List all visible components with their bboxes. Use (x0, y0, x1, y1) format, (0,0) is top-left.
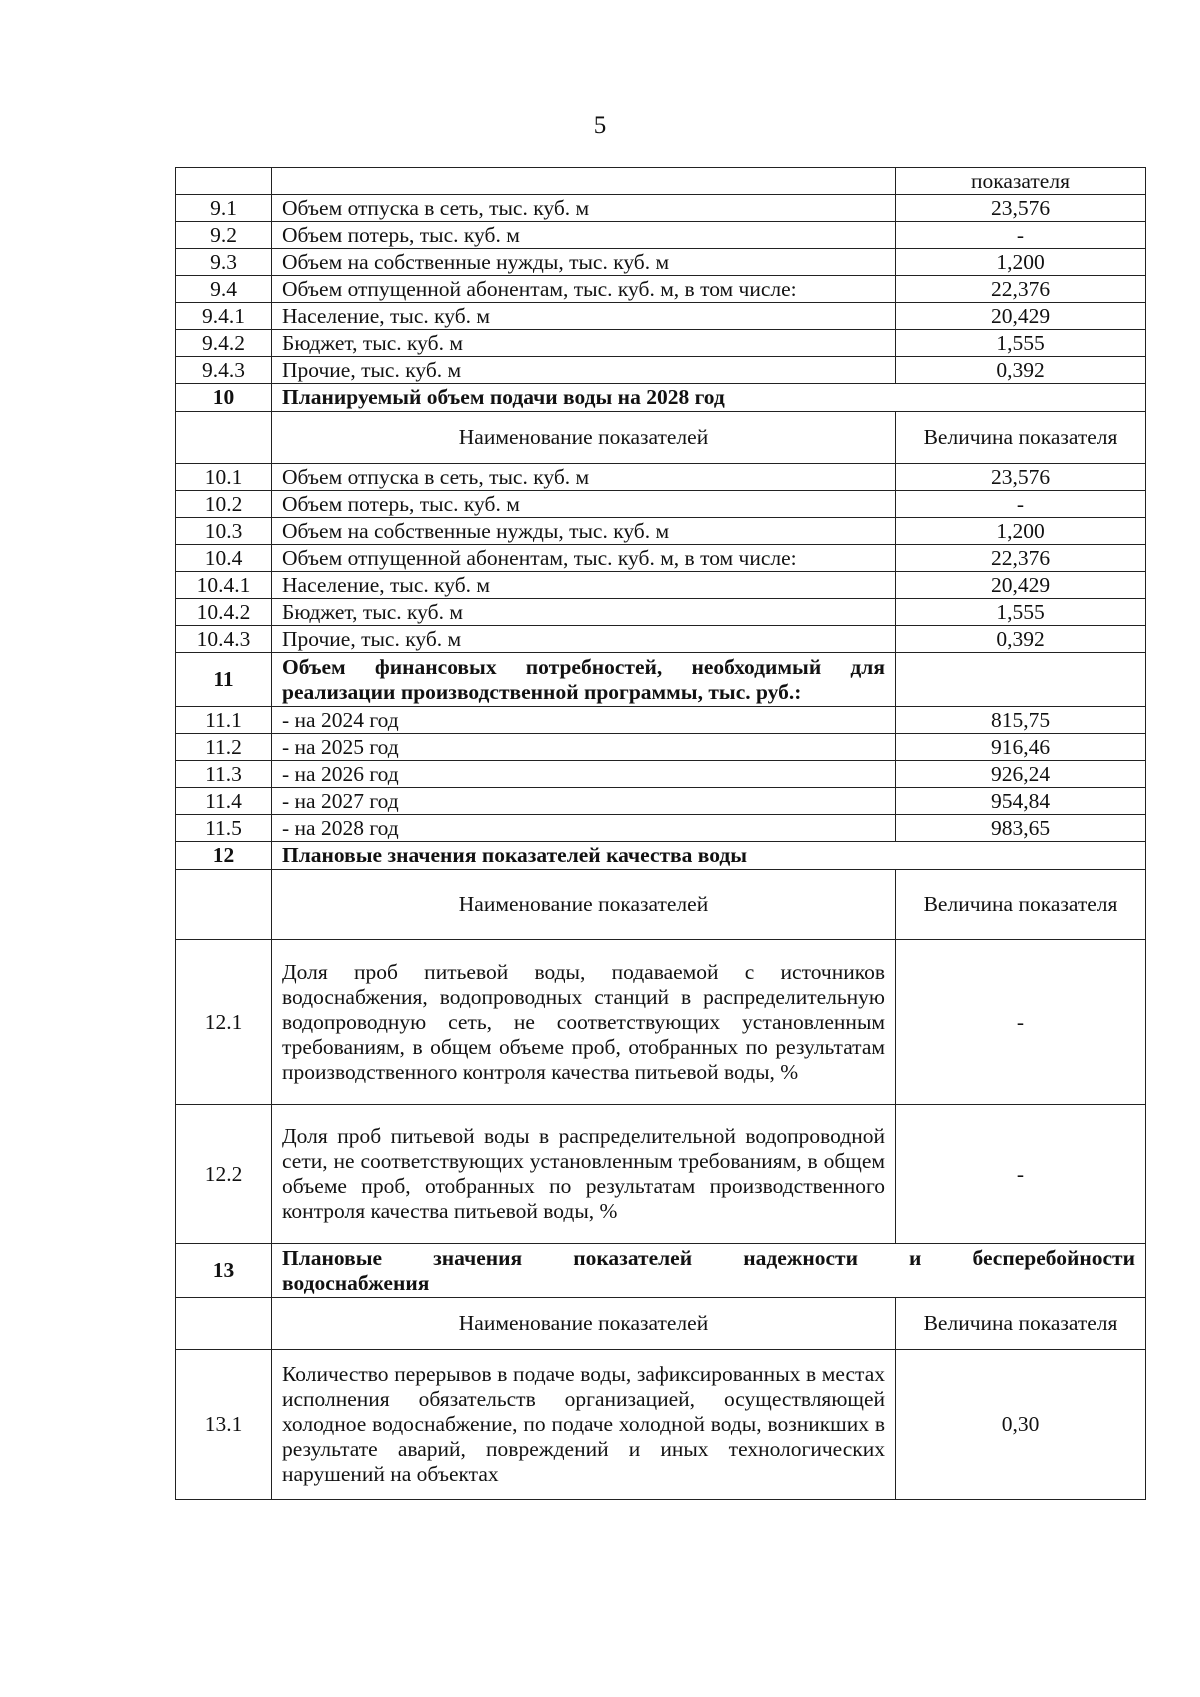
row-name: Количество перерывов в подаче воды, зафиксированных в местах исполнения обязательств организацией, осуществляющей холодное водоснабжение, по подаче холодной воды, возникших в результате аварий, повреждений и иных технологических нарушений на объектах (272, 1350, 896, 1500)
row-number: 9.4 (176, 276, 272, 303)
row-value: 22,376 (896, 276, 1146, 303)
row-value: - (896, 1105, 1146, 1244)
section-number: 12 (176, 842, 272, 870)
row-number: 10.3 (176, 518, 272, 545)
row-number: 12.1 (176, 940, 272, 1105)
row-name: - на 2026 год (272, 761, 896, 788)
section-title: Плановые значения показателей качества воды (272, 842, 1146, 870)
table-row (176, 249, 1146, 276)
table-row (176, 491, 1146, 518)
row-value: 23,576 (896, 195, 1146, 222)
row-value: 1,555 (896, 599, 1146, 626)
table-row (176, 707, 1146, 734)
table-row (176, 222, 1146, 249)
header-name: Наименование показателей (272, 412, 896, 464)
section-title-line: реализации производственной программы, тыс. руб.: (282, 679, 802, 704)
section-title-line: Плановые значения показателей надежности и бесперебойности (282, 1245, 1135, 1270)
row-value: 815,75 (896, 707, 1146, 734)
section-title (272, 1244, 1146, 1298)
row-value: 20,429 (896, 303, 1146, 330)
row-number: 11.2 (176, 734, 272, 761)
row-number: 9.1 (176, 195, 272, 222)
row-value: - (896, 940, 1146, 1105)
row-number: 9.4.1 (176, 303, 272, 330)
row-value: - (896, 491, 1146, 518)
row-number: 11.3 (176, 761, 272, 788)
row-number: 12.2 (176, 1105, 272, 1244)
row-name: Объем на собственные нужды, тыс. куб. м (272, 518, 896, 545)
section-title-line: водоснабжения (282, 1270, 430, 1295)
header-name: Наименование показателей (272, 1298, 896, 1350)
table-row (176, 815, 1146, 842)
row-number: 10.4.2 (176, 599, 272, 626)
table-row (176, 518, 1146, 545)
table-row (176, 761, 1146, 788)
carry-header-value: показателя (896, 168, 1146, 195)
row-number: 9.4.3 (176, 357, 272, 384)
page-number: 5 (593, 112, 607, 139)
row-number: 10.4.3 (176, 626, 272, 653)
row-name: Объем потерь, тыс. куб. м (272, 491, 896, 518)
row-value: 0,392 (896, 357, 1146, 384)
row-name: Прочие, тыс. куб. м (272, 626, 896, 653)
row-name: Объем на собственные нужды, тыс. куб. м (272, 249, 896, 276)
row-value: - (896, 222, 1146, 249)
row-number: 10.4 (176, 545, 272, 572)
header-value: Величина показателя (896, 1298, 1146, 1350)
section-title-line: Объем финансовых потребностей, необходимый для (282, 654, 885, 679)
row-number: 13.1 (176, 1350, 272, 1500)
table-row (176, 572, 1146, 599)
section-title: Планируемый объем подачи воды на 2028 год (272, 384, 1146, 412)
row-name: Доля проб питьевой воды в распределительной водопроводной сети, не соответствующих установленным требованиям, в общем объеме проб, отобранных по результатам производственного контроля качества питьевой воды, % (272, 1105, 896, 1244)
row-name: Население, тыс. куб. м (272, 572, 896, 599)
row-name: - на 2027 год (272, 788, 896, 815)
row-name: Объем потерь, тыс. куб. м (272, 222, 896, 249)
header-value: Величина показателя (896, 870, 1146, 940)
table-row (176, 788, 1146, 815)
header-value: Величина показателя (896, 412, 1146, 464)
carry-header-row (176, 168, 1146, 195)
table-row (176, 1350, 1146, 1500)
row-number: 10.1 (176, 464, 272, 491)
table-row (176, 464, 1146, 491)
row-name: Население, тыс. куб. м (272, 303, 896, 330)
row-value: 1,200 (896, 249, 1146, 276)
row-name: - на 2024 год (272, 707, 896, 734)
row-name: Объем отпущенной абонентам, тыс. куб. м, в том числе: (272, 545, 896, 572)
section-number: 13 (176, 1244, 272, 1298)
row-value: 20,429 (896, 572, 1146, 599)
table-row (176, 940, 1146, 1105)
row-value: 916,46 (896, 734, 1146, 761)
section-13-title-row (176, 1244, 1146, 1298)
row-name: - на 2025 год (272, 734, 896, 761)
table-row (176, 626, 1146, 653)
row-name: Объем отпущенной абонентам, тыс. куб. м, в том числе: (272, 276, 896, 303)
table-row (176, 330, 1146, 357)
row-number: 9.2 (176, 222, 272, 249)
section-title (272, 653, 896, 707)
section-13-header-row (176, 1298, 1146, 1350)
row-name: Объем отпуска в сеть, тыс. куб. м (272, 195, 896, 222)
section-value-cell (896, 653, 1146, 707)
section-10-title-row (176, 384, 1146, 412)
row-value: 926,24 (896, 761, 1146, 788)
row-name: Бюджет, тыс. куб. м (272, 599, 896, 626)
header-name: Наименование показателей (272, 870, 896, 940)
section-10-header-row (176, 412, 1146, 464)
section-12-title-row (176, 842, 1146, 870)
row-value: 983,65 (896, 815, 1146, 842)
table-row (176, 303, 1146, 330)
row-value: 23,576 (896, 464, 1146, 491)
table-row (176, 276, 1146, 303)
table-row (176, 545, 1146, 572)
table-row (176, 734, 1146, 761)
row-value: 0,392 (896, 626, 1146, 653)
production-program-table (175, 167, 1146, 1500)
table-row (176, 1105, 1146, 1244)
row-number: 11.1 (176, 707, 272, 734)
row-value: 954,84 (896, 788, 1146, 815)
section-number: 10 (176, 384, 272, 412)
section-11-title-row (176, 653, 1146, 707)
row-value: 1,200 (896, 518, 1146, 545)
section-number: 11 (176, 653, 272, 707)
row-name: - на 2028 год (272, 815, 896, 842)
row-number: 9.3 (176, 249, 272, 276)
row-name: Прочие, тыс. куб. м (272, 357, 896, 384)
row-name: Бюджет, тыс. куб. м (272, 330, 896, 357)
row-number: 10.2 (176, 491, 272, 518)
carry-header-name-cell (272, 168, 896, 195)
header-num-cell (176, 412, 272, 464)
carry-header-num-cell (176, 168, 272, 195)
header-num-cell (176, 1298, 272, 1350)
row-value: 22,376 (896, 545, 1146, 572)
row-number: 9.4.2 (176, 330, 272, 357)
row-name: Объем отпуска в сеть, тыс. куб. м (272, 464, 896, 491)
row-name: Доля проб питьевой воды, подаваемой с источников водоснабжения, водопроводных станций в распределительную водопроводную сеть, не соответствующих установленным требованиям, в общем объеме проб, отобранных по результатам производственного контроля качества питьевой воды, % (272, 940, 896, 1105)
section-12-header-row (176, 870, 1146, 940)
row-number: 11.4 (176, 788, 272, 815)
table-row (176, 195, 1146, 222)
table-row (176, 599, 1146, 626)
header-num-cell (176, 870, 272, 940)
table-row (176, 357, 1146, 384)
row-number: 10.4.1 (176, 572, 272, 599)
row-value: 1,555 (896, 330, 1146, 357)
row-value: 0,30 (896, 1350, 1146, 1500)
row-number: 11.5 (176, 815, 272, 842)
